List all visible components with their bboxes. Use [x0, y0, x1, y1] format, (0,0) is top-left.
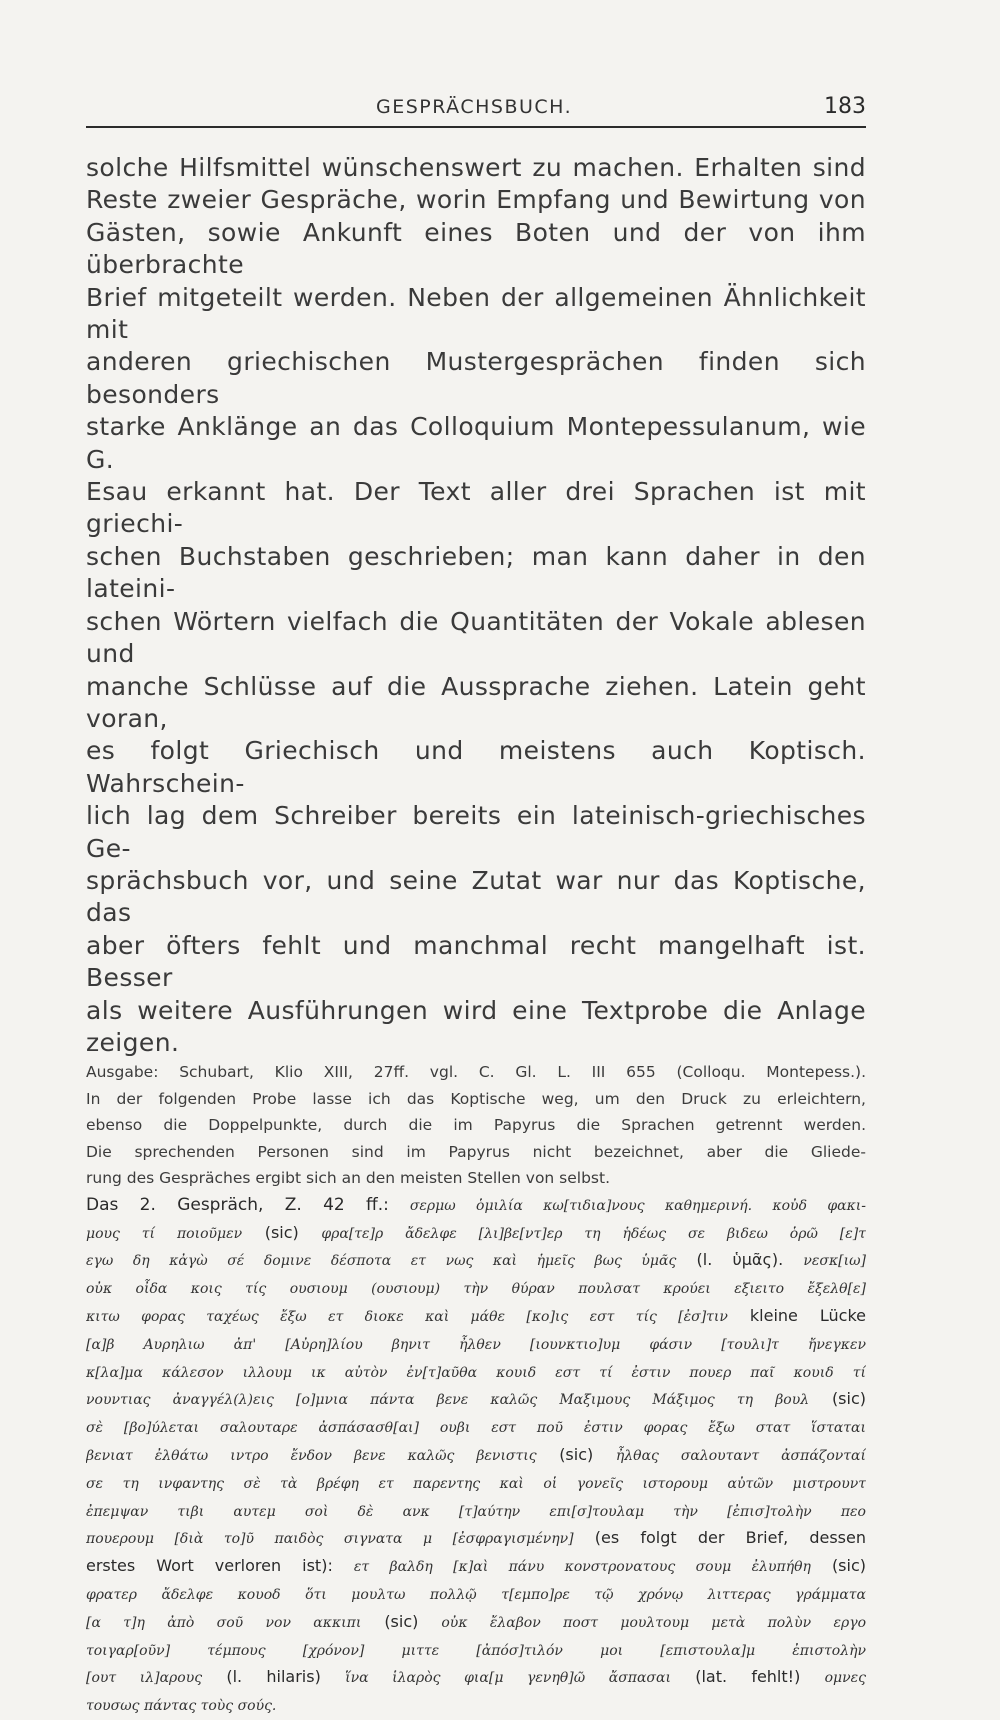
note-line: In der folgenden Probe lasse ich das Koptische weg, um den Druck zu erleichtern,	[86, 1089, 866, 1108]
sample-line	[86, 1303, 866, 1331]
sample-line	[86, 1414, 866, 1442]
editorial-mark: (es folgt der Brief, dessen	[594, 1528, 866, 1548]
sample-line	[86, 1192, 866, 1220]
greek-text: σε τη ινφαντης σὲ τὰ βρέφη ετ παρεντης καὶ οἱ γονεῖς ιστορουμ αὐτῶν μιστρουντ	[86, 1475, 866, 1492]
greek-text: πουερουμ [διὰ το]ῦ παιδὸς σιγνατα μ [ἐσφραγισμένην]	[86, 1531, 574, 1548]
sample-line	[86, 1442, 866, 1470]
page-content	[86, 0, 866, 1715]
editorial-mark: (sic)	[559, 1445, 594, 1465]
greek-text: [α τ]η ἀπὸ σοῦ νον ακκιπι	[86, 1614, 362, 1631]
paragraph-line: anderen griechischen Mustergesprächen finden sich besonders	[86, 347, 866, 409]
paragraph-line: Gästen, sowie Ankunft eines Boten und der von ihm überbrachte	[86, 217, 866, 280]
paragraph-line: solche Hilfsmittel wünschenswert zu machen. Erhalten sind	[86, 153, 866, 182]
greek-text: ἵνα ἱλαρὸς φια[μ γενηθ]ῶ ἄσπασαι	[345, 1670, 671, 1687]
paragraph-line: lich lag dem Schreiber bereits ein lateinisch-griechisches Ge-	[86, 801, 866, 863]
sample-line	[86, 1275, 866, 1303]
paragraph-line: starke Anklänge an das Colloquium Montepessulanum, wie G.	[86, 412, 866, 474]
editorial-mark: (sic)	[264, 1222, 299, 1242]
editorial-mark: (sic)	[831, 1389, 866, 1409]
sample-line	[86, 1386, 866, 1414]
sample-line	[86, 1525, 866, 1553]
note-line: rung des Gespräches ergibt sich an den meisten Stellen von selbst.	[86, 1169, 611, 1188]
greek-text: ομνες	[824, 1670, 866, 1687]
greek-text: ἐπεμψαν τιβι αυτεμ σοὶ δὲ ανκ [τ]αύτην επι[σ]τουλαμ τὴν [ἐπισ]τολὴν πεο	[86, 1503, 866, 1520]
sample-line	[86, 1609, 866, 1637]
editorial-mark: (l. hilaris)	[226, 1667, 321, 1687]
running-header	[86, 92, 866, 128]
greek-text: φρατερ ἄδελφε κουοδ ὅτι μουλτω πολλῷ τ[εμπο]ρε τῷ χρόνῳ λιττερας γράμματα	[86, 1587, 866, 1604]
sample-line	[86, 1220, 866, 1248]
greek-text-sample	[86, 1192, 866, 1720]
greek-text: σὲ [βο]ύλεται σαλουταρε ἀσπάσασθ[αι] ουβι εστ ποῦ ἐστιν φορας ἔξω στατ ἵσταται	[86, 1420, 866, 1437]
greek-text: νουντιας ἀναγγέλ(λ)εις [ο]μνια πάντα βενε καλῶς Μαξιμους Μάξιμος τη βουλ	[86, 1392, 810, 1409]
greek-text: νεσκ[ιω]	[803, 1253, 866, 1270]
greek-text: βενιατ ἐλθάτω ιντρο ἔνδον βενε καλῶς βενιστις	[86, 1448, 537, 1465]
running-title: GESPRÄCHSBUCH.	[376, 96, 573, 118]
paragraph-line: schen Buchstaben geschrieben; man kann daher in den lateini-	[86, 541, 866, 604]
greek-text: φρα[τε]ρ ἄδελφε [λι]βε[ντ]ερ τη ἡδέως σε βιδεω ὁρῶ [ε]τ	[321, 1225, 866, 1242]
paragraph-line: es folgt Griechisch und meistens auch Koptisch. Wahrschein-	[86, 736, 866, 798]
sample-line	[86, 1664, 866, 1692]
greek-text: οὐκ οἶδα κοις τίς ουσιουμ (ουσιουμ) τὴν θύραν πουλσατ κρούει εξιειτο ἔξελθ[ε]	[86, 1281, 866, 1298]
greek-text: [ουτ ιλ]αρους	[86, 1670, 203, 1687]
note-line: Ausgabe: Schubart, Klio XIII, 27ff. vgl. C. Gl. L. III 655 (Colloqu. Montepess.).	[86, 1063, 866, 1082]
note-line: ebenso die Doppelpunkte, durch die im Papyrus die Sprachen getrennt werden.	[86, 1116, 866, 1135]
greek-text: σερμω ὁμιλία κω[τιδια]νους καθημερινή. κοὐδ φακι-	[409, 1197, 866, 1214]
editorial-mark: (l. ὑμᾶς).	[696, 1250, 784, 1270]
greek-text: οὐκ ἔλαβον ποστ μουλτουμ μετὰ πολὺν εργο	[441, 1614, 866, 1631]
paragraph-line: aber öfters fehlt und manchmal recht mangelhaft ist. Besser	[86, 930, 866, 993]
sample-heading: Das 2. Gespräch, Z. 42 ff.:	[86, 1194, 389, 1215]
main-paragraph	[86, 152, 866, 1059]
editorial-mark: (sic)	[831, 1556, 866, 1576]
editorial-mark: (sic)	[384, 1611, 419, 1631]
paragraph-line: als weitere Ausführungen wird eine Textprobe die Anlage zeigen.	[86, 995, 866, 1057]
paragraph-line: Reste zweier Gespräche, worin Empfang und Bewirtung von	[86, 185, 866, 215]
page-number: 183	[824, 94, 866, 119]
sample-line	[86, 1553, 866, 1581]
greek-text: [α]β Αυρηλιω ἀπ' [Αὐρη]λίου βηνιτ ἦλθεν [ιουνκτιο]υμ φάσιν [τουλι]τ ἤνεγκεν	[86, 1336, 866, 1353]
greek-text: τοιγαρ[οῦν] τέμπους [χρόνον] μιττε [ἀπόσ]τιλόν μοι [επιστουλα]μ ἐπιστολὴν	[86, 1642, 866, 1659]
paragraph-line: manche Schlüsse auf die Aussprache ziehen. Latein geht voran,	[86, 671, 866, 733]
greek-text: κ[λα]μα κάλεσον ιλλουμ ικ αὐτὸν ἐν[τ]αῦθα κουιδ εστ τί ἐστιν πουερ παῖ κουιδ τί	[86, 1364, 866, 1381]
note-line: Die sprechenden Personen sind im Papyrus nicht bezeichnet, aber die Gliede-	[86, 1142, 866, 1161]
greek-text: τουσως πάντας τοὺς σούς.	[86, 1698, 277, 1715]
paragraph-line: Esau erkannt hat. Der Text aller drei Sprachen ist mit griechi-	[86, 477, 866, 539]
editorial-mark: (lat. fehlt!)	[695, 1667, 801, 1687]
sample-line	[86, 1359, 866, 1387]
sample-line	[86, 1692, 866, 1720]
sample-line	[86, 1498, 866, 1526]
sample-line	[86, 1247, 866, 1275]
editorial-note	[86, 1059, 866, 1192]
main-text	[86, 152, 866, 1720]
editorial-mark: kleine Lücke	[749, 1306, 866, 1326]
greek-text: κιτω φορας ταχέως ἔξω ετ διοκε καὶ μάθε [κο]ις εστ τίς [ἐσ]τιν	[86, 1309, 728, 1326]
editorial-mark: erstes Wort verloren ist):	[86, 1556, 333, 1576]
paragraph-line: schen Wörtern vielfach die Quantitäten der Vokale ablesen und	[86, 606, 866, 669]
paragraph-line: sprächsbuch vor, und seine Zutat war nur das Koptische, das	[86, 865, 866, 928]
paragraph-line: Brief mitgeteilt werden. Neben der allgemeinen Ähnlichkeit mit	[86, 282, 866, 345]
greek-text: ετ βαλδη [κ]αὶ πάνυ κονστρονατους σουμ ἐλυπήθη	[353, 1559, 811, 1576]
greek-text: εγω δη κἀγὼ σέ δομινε δέσποτα ετ νως καὶ ἡμεῖς βως ὑμᾶς	[86, 1253, 677, 1270]
sample-line	[86, 1637, 866, 1665]
sample-line	[86, 1470, 866, 1498]
greek-text: μους τί ποιοῦμεν	[86, 1225, 243, 1242]
sample-line	[86, 1331, 866, 1359]
sample-line	[86, 1581, 866, 1609]
greek-text: ἦλθας σαλουταντ ἀσπάζονταί	[615, 1448, 866, 1465]
